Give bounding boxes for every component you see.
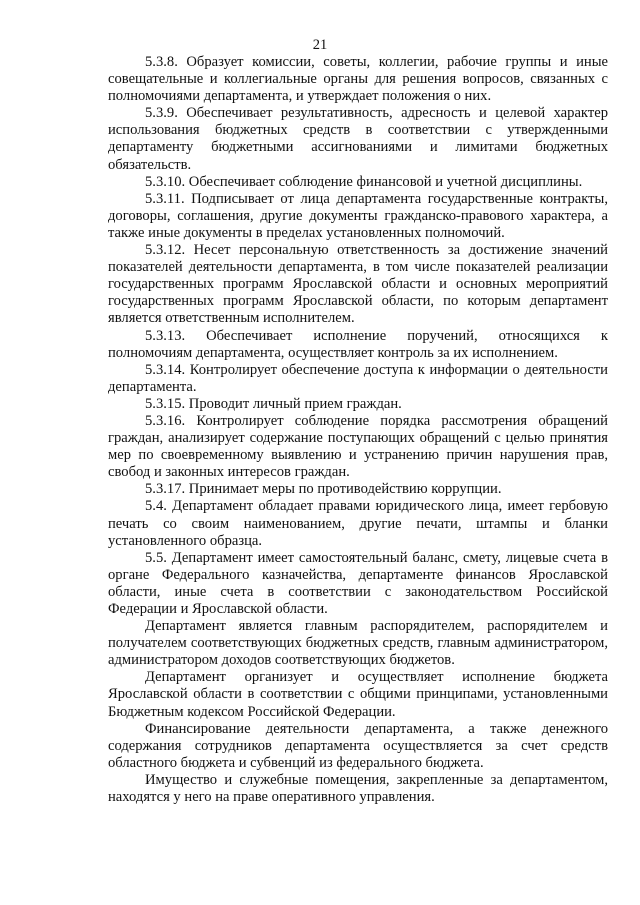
paragraph-5-3-8: 5.3.8. Образует комиссии, советы, коллегии, рабочие группы и иные совещательные и коллегиальные органы для решения вопросов, связанных с полномочиями департамента, и утверждает положения о них. — [108, 54, 608, 105]
paragraph-5-3-14: 5.3.14. Контролирует обеспечение доступа к информации о деятельности департамента. — [108, 361, 608, 395]
paragraph-5-5: 5.5. Департамент имеет самостоятельный баланс, смету, лицевые счета в органе Федерального казначейства, департаменте финансов Ярославской области, иные счета в соответствии с законодательством Российской Федерации и Ярославской области. — [108, 549, 608, 617]
paragraph-5-3-11: 5.3.11. Подписывает от лица департамента государственные контракты, договоры, соглашения, другие документы гражданско-правового характера, а также иные документы в пределах установленных полномочий. — [108, 190, 608, 241]
paragraph-5-3-9: 5.3.9. Обеспечивает результативность, адресность и целевой характер использования бюджетных средств в соответствии с утвержденными департаменту бюджетными ассигнованиями и лимитами бюджетных обязательств. — [108, 105, 608, 173]
paragraph-5-3-16: 5.3.16. Контролирует соблюдение порядка рассмотрения обращений граждан, анализирует содержание поступающих обращений с целью принятия мер по своевременному выявлению и устранению причин нарушения прав, свобод и законных интересов граждан. — [108, 412, 608, 481]
paragraph-5-3-10: 5.3.10. Обеспечивает соблюдение финансовой и учетной дисциплины. — [145, 173, 583, 190]
paragraph-5-3-13: 5.3.13. Обеспечивает исполнение поручений, относящихся к полномочиям департамента, осуществляет контроль за их исполнением. — [108, 327, 608, 361]
page-number: 21 — [312, 37, 328, 53]
paragraph-5-3-15: 5.3.15. Проводит личный прием граждан. — [145, 395, 402, 412]
paragraph-5-3-12: 5.3.12. Несет персональную ответственность за достижение значений показателей деятельности департамента, в том числе показателей реализации государственных программ Ярославской области и основных мероприятий государственных программ Ярославской области, по которым департамент является ответственным исполнителем. — [108, 242, 608, 327]
paragraph-financing: Финансирование деятельности департамента, а также денежного содержания сотрудников департамента осуществляется за счет средств областного бюджета и субвенций из федерального бюджета. — [108, 720, 608, 771]
paragraph-budget-administrator: Департамент является главным распорядителем, распорядителем и получателем соответствующих бюджетных средств, главным администратором, администратором доходов соответствующих бюджетов. — [108, 618, 608, 669]
paragraph-budget-execution: Департамент организует и осуществляет исполнение бюджета Ярославской области в соответствии с общими принципами, установленными Бюджетным кодексом Российской Федерации. — [108, 669, 608, 720]
paragraph-5-4: 5.4. Департамент обладает правами юридического лица, имеет гербовую печать со своим наименованием, другие печати, штампы и бланки установленного образца. — [108, 498, 608, 549]
document-body — [108, 54, 608, 806]
paragraph-5-3-17: 5.3.17. Принимает меры по противодействию коррупции. — [145, 481, 502, 498]
paragraph-property: Имущество и служебные помещения, закрепленные за департаментом, находятся у него на праве оперативного управления. — [108, 771, 608, 806]
